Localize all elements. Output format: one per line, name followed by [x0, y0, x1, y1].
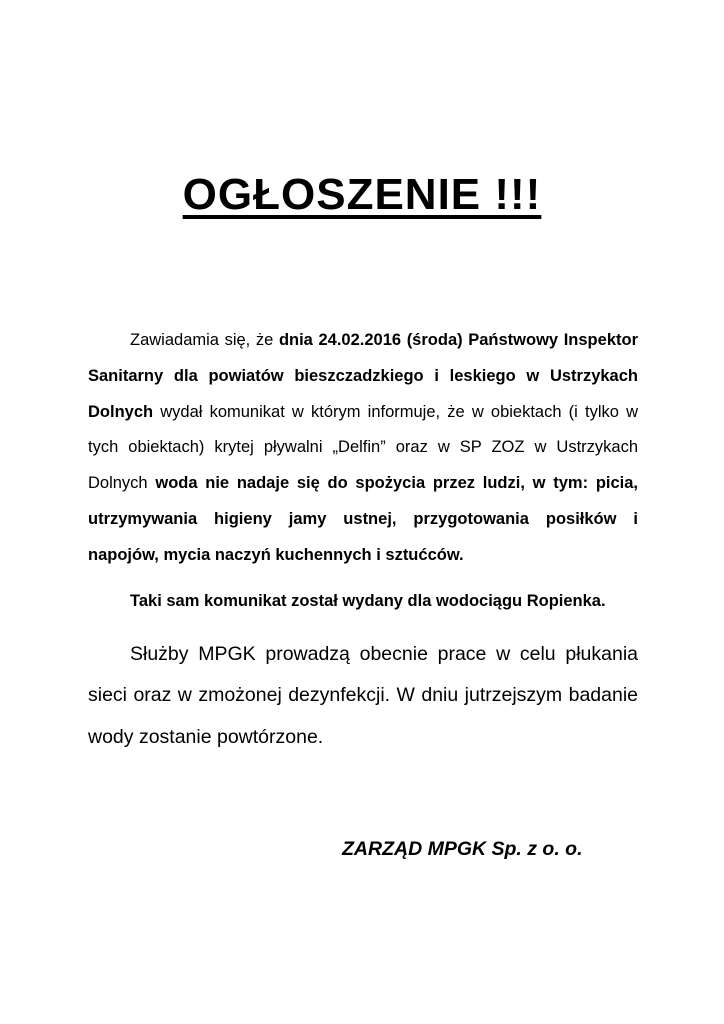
title-text: OGŁOSZENIE !!!	[182, 170, 542, 219]
paragraph-ropienka: Taki sam komunikat został wydany dla wodociągu Ropienka.	[130, 591, 606, 610]
signature: ZARZĄD MPGK Sp. z o. o.	[342, 838, 583, 860]
paragraph-notice	[88, 323, 638, 574]
paragraph-notice-bold-2: woda nie nadaje się do spożycia przez ludzi, w tym: picia, utrzymywania higieny jamy ustnej, przygotowania posiłków i napojów, mycia naczyń kuchennych i sztućców.	[88, 474, 639, 564]
paragraph-notice-bold-1: dnia 24.02.2016 (środa) Państwowy Inspektor Sanitarny dla powiatów bieszczadzkiego i leskiego w Ustrzykach Dolnych	[88, 331, 638, 421]
paragraph-notice-text-1: Zawiadamia się, że	[130, 331, 279, 349]
paragraph-services: Służby MPGK prowadzą obecnie prace w celu płukania sieci oraz w zmożonej dezynfekcji. W dniu jutrzejszym badanie wody zostanie powtórzone.	[88, 642, 638, 748]
announcement-title	[0, 170, 724, 220]
announcement-body	[88, 323, 638, 758]
paragraph-notice-text-2: wydał komunikat w którym informuje, że w obiektach (i tylko w tych obiektach) krytej pływalni „Delfin” oraz w SP ZOZ w Ustrzykach Dolnych	[88, 402, 638, 493]
